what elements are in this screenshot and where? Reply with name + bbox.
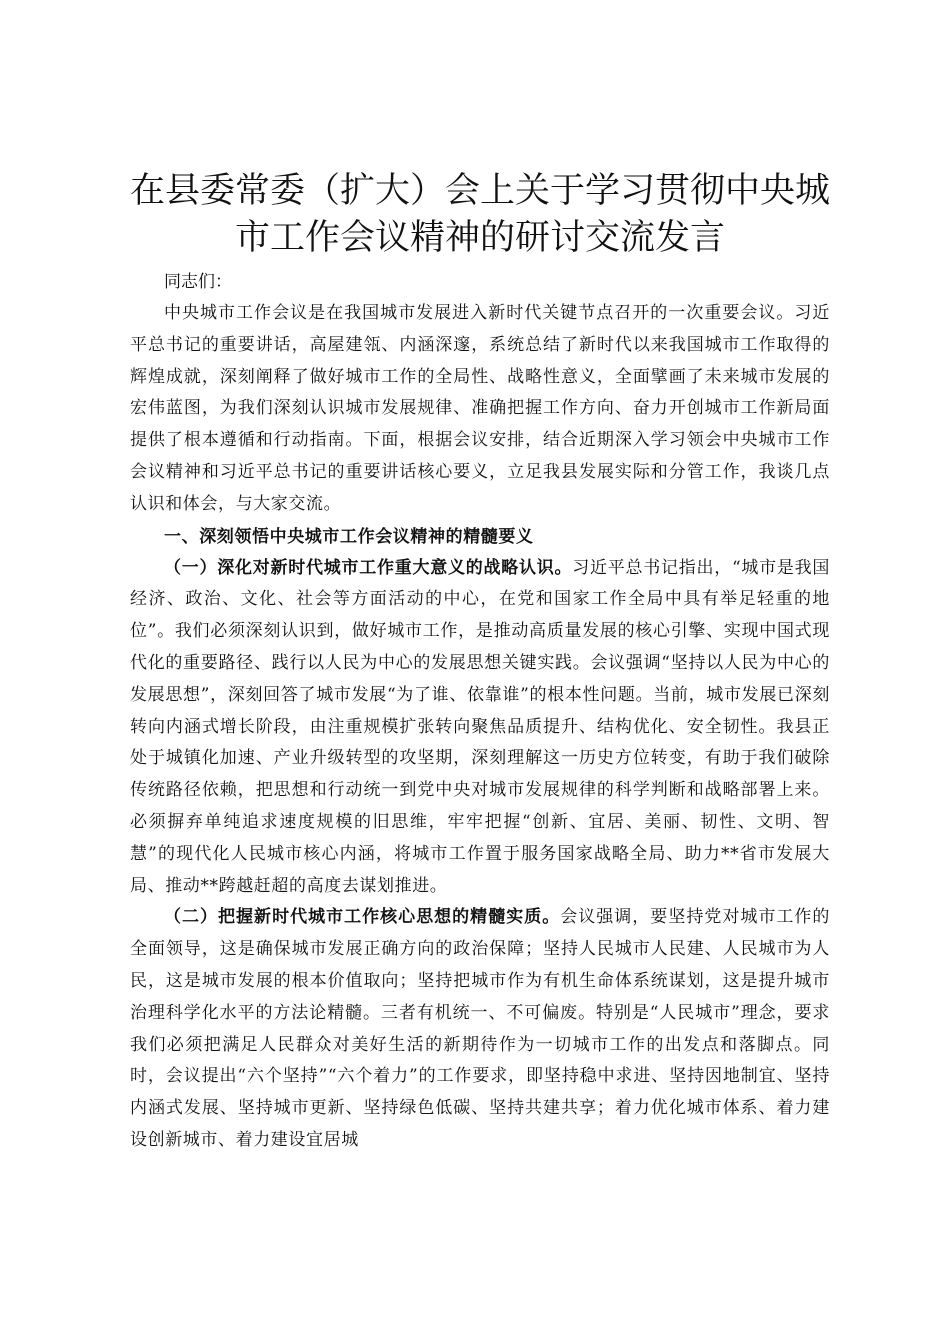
section-1-heading: 一、深刻领悟中央城市工作会议精神的精髓要义 <box>164 526 534 547</box>
salutation: 同志们： <box>164 272 232 292</box>
document-title <box>130 168 830 262</box>
subsection-1-body: 习近平总书记指出，“城市是我国经济、政治、文化、社会等方面活动的中心，在党和国家工作全局中具有举足轻重的地位”。我们必须深刻认识到，做好城市工作，是推动高质量发展的核心引擎、实现中国式现代化的重要路径、践行以人民为中心的发展思想关键实践。会议强调“坚持以人民为中心的发展思想”，深刻回答了城市发展“为了谁、依靠谁”的根本性问题。当前，城市发展已深刻转向内涵式增长阶段，由注重规模扩张转向聚焦品质提升、结构优化、安全韧性。我县正处于城镇化加速、产业升级转型的攻坚期，深刻理解这一历史方位转变，有助于我们破除传统路径依赖，把思想和行动统一到党中央对城市发展规律的科学判断和战略部署上来。必须摒弃单纯追求速度规模的旧思维，牢牢把握“创新、宜居、美丽、韧性、文明、智慧”的现代化人民城市核心内涵，将城市工作置于服务国家战略全局、助力**省市发展大局、推动**跨越赶超的高度去谋划推进。 <box>130 557 830 896</box>
subsection-1-lead: （一）深化对新时代城市工作重大意义的战略认识。 <box>164 557 573 578</box>
title-line-2: 市工作会议精神的研讨交流发言 <box>234 218 725 258</box>
subsection-2-lead: （二）把握新时代城市工作核心思想的精髓实质。 <box>164 907 561 928</box>
subsection-2-body: 会议强调，要坚持党对城市工作的全面领导，这是确保城市发展正确方向的政治保障；坚持人民城市人民建、人民城市为人民，这是城市发展的根本价值取向；坚持把城市作为有机生命体系统谋划，这是提升城市治理科学化水平的方法论精髓。三者有机统一、不可偏废。特别是“人民城市”理念，要求我们必须把满足人民群众对美好生活的新期待作为一切城市工作的出发点和落脚点。同时，会议提出“六个坚持”“六个着力”的工作要求，即坚持稳中求进、坚持因地制宜、坚持内涵式发展、坚持城市更新、坚持绿色低碳、坚持共建共享；着力优化城市体系、着力建设创新城市、着力建设宜居城 <box>130 907 831 1150</box>
intro-paragraph: 中央城市工作会议是在我国城市发展进入新时代关键节点召开的一次重要会议。习近平总书记的重要讲话，高屋建瓴、内涵深邃，系统总结了新时代以来我国城市工作取得的辉煌成就，深刻阐释了做好城市工作的全局性、战略性意义，全面擘画了未来城市发展的宏伟蓝图，为我们深刻认识城市发展规律、准确把握工作方向、奋力开创城市工作新局面提供了根本遵循和行动指南。下面，根据会议安排，结合近期深入学习领会中央城市工作会议精神和习近平总书记的重要讲话核心要义，立足我县发展实际和分管工作，我谈几点认识和体会，与大家交流。 <box>130 303 830 514</box>
subsection-1-paragraph <box>130 553 830 903</box>
document-page <box>130 168 830 1157</box>
subsection-2-paragraph <box>130 902 830 1156</box>
title-line-1: 在县委常委（扩大）会上关于学习贯彻中央城 <box>130 171 831 211</box>
